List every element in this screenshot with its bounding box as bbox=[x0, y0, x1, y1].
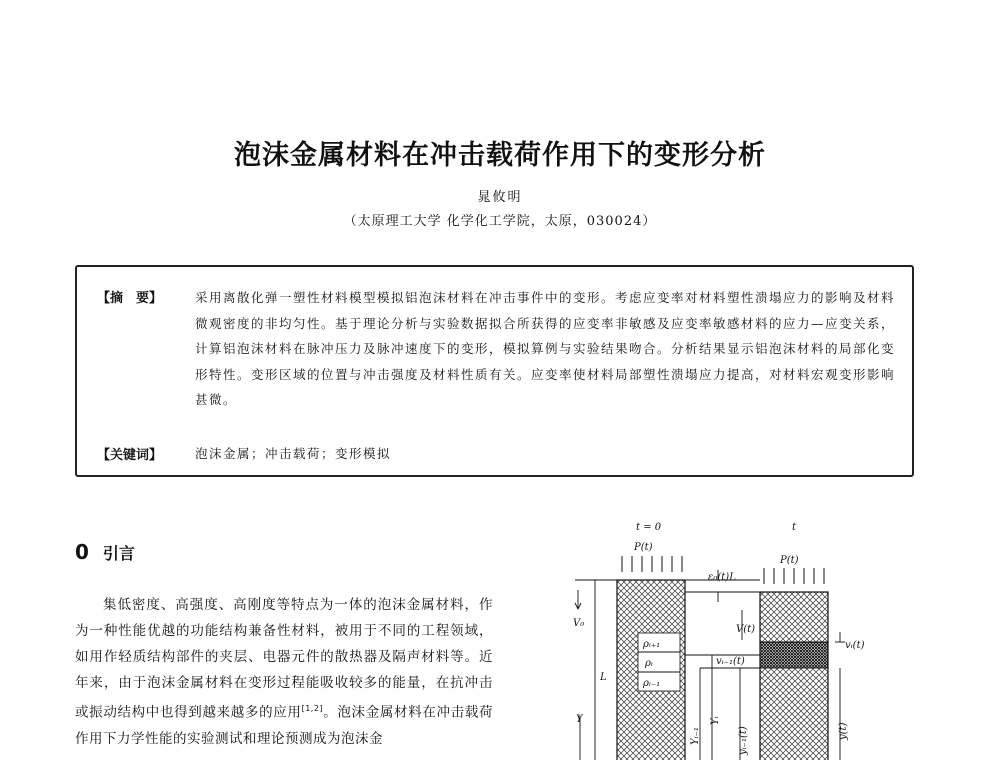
label-L: L bbox=[600, 672, 607, 683]
paper-title: 泡沫金属材料在冲击载荷作用下的变形分析 bbox=[234, 140, 766, 171]
abstract-label: 【摘 要】 bbox=[97, 291, 163, 306]
label-t0: t = 0 bbox=[636, 522, 662, 533]
keywords-text: 泡沫金属；冲击载荷；变形模拟 bbox=[195, 446, 392, 461]
label-t: t bbox=[792, 522, 797, 533]
label-yt: y(t) bbox=[838, 722, 849, 740]
label-Y: Y bbox=[576, 714, 583, 725]
label-eps: ε₀(t)L bbox=[708, 572, 736, 583]
section-number: 0 bbox=[75, 540, 89, 564]
label-vi1: vᵢ₋₁(t) bbox=[716, 656, 745, 667]
right-pressure-arrows bbox=[764, 568, 824, 584]
author: 晁攸明 bbox=[477, 190, 523, 205]
label-Yim1: Yᵢ₋₁ bbox=[690, 727, 701, 745]
rho-i-plus-1: ρᵢ₊₁ bbox=[643, 639, 661, 650]
rho-i-minus-1: ρᵢ₋₁ bbox=[643, 678, 661, 689]
label-Yi: Yᵢ bbox=[710, 716, 721, 725]
label-Vt: V(t) bbox=[736, 624, 756, 635]
label-V0: V₀ bbox=[573, 618, 585, 629]
label-vf: vᵢ(t) bbox=[845, 640, 865, 651]
intro-text-end: 。泡沫金属材料在冲击载荷作用下力学性能的实验测试和理论预测成为泡沫金 bbox=[75, 704, 494, 747]
section-title: 引言 bbox=[102, 544, 135, 563]
densified-band bbox=[760, 642, 828, 668]
citation: [1,2] bbox=[301, 704, 324, 713]
abstract-text: 采用离散化弹一塑性材料模型模拟铝泡沫材料在冲击事件中的变形。考虑应变率对材料塑性溃塌应力的影响及材料微观密度的非均匀性。基于理论分析与实验数据拟合所获得的应变率非敏感及应变率敏感材料的应力—应变关系，计算铝泡沫材料在脉冲压力及脉冲速度下的变形，模拟算例与实验结果吻合。分析结果显示铝泡沫材料的局部化变形特性。变形区域的位置与冲击强度及材料性质有关。应变率使材料局部塑性溃塌应力提高，对材料宏观变形影响甚微。 bbox=[195, 290, 896, 407]
intro-text-start: 集低密度、高强度、高刚度等特点为一体的泡沫金属材料，作为一种性能优越的功能结构兼备性材料，被用于不同的工程领域，如用作轻质结构部件的夹层、电器元件的散热器及隔声材料等。近年来，由于泡沫金属材料在变形过程能吸收较多的能量，在抗冲击或振动结构中也得到越来越多的应用 bbox=[75, 597, 493, 721]
label-P-left: P(t) bbox=[634, 542, 653, 553]
right-column bbox=[760, 592, 828, 760]
affiliation: （太原理工大学 化学化工学院，太原，030024） bbox=[343, 214, 657, 229]
label-yi1t: yᵢ₋₁(t) bbox=[738, 726, 749, 755]
label-P-right: P(t) bbox=[780, 555, 799, 566]
left-pressure-arrows bbox=[622, 556, 682, 572]
keywords-label: 【关键词】 bbox=[97, 448, 163, 463]
rho-i: ρᵢ bbox=[645, 658, 653, 669]
